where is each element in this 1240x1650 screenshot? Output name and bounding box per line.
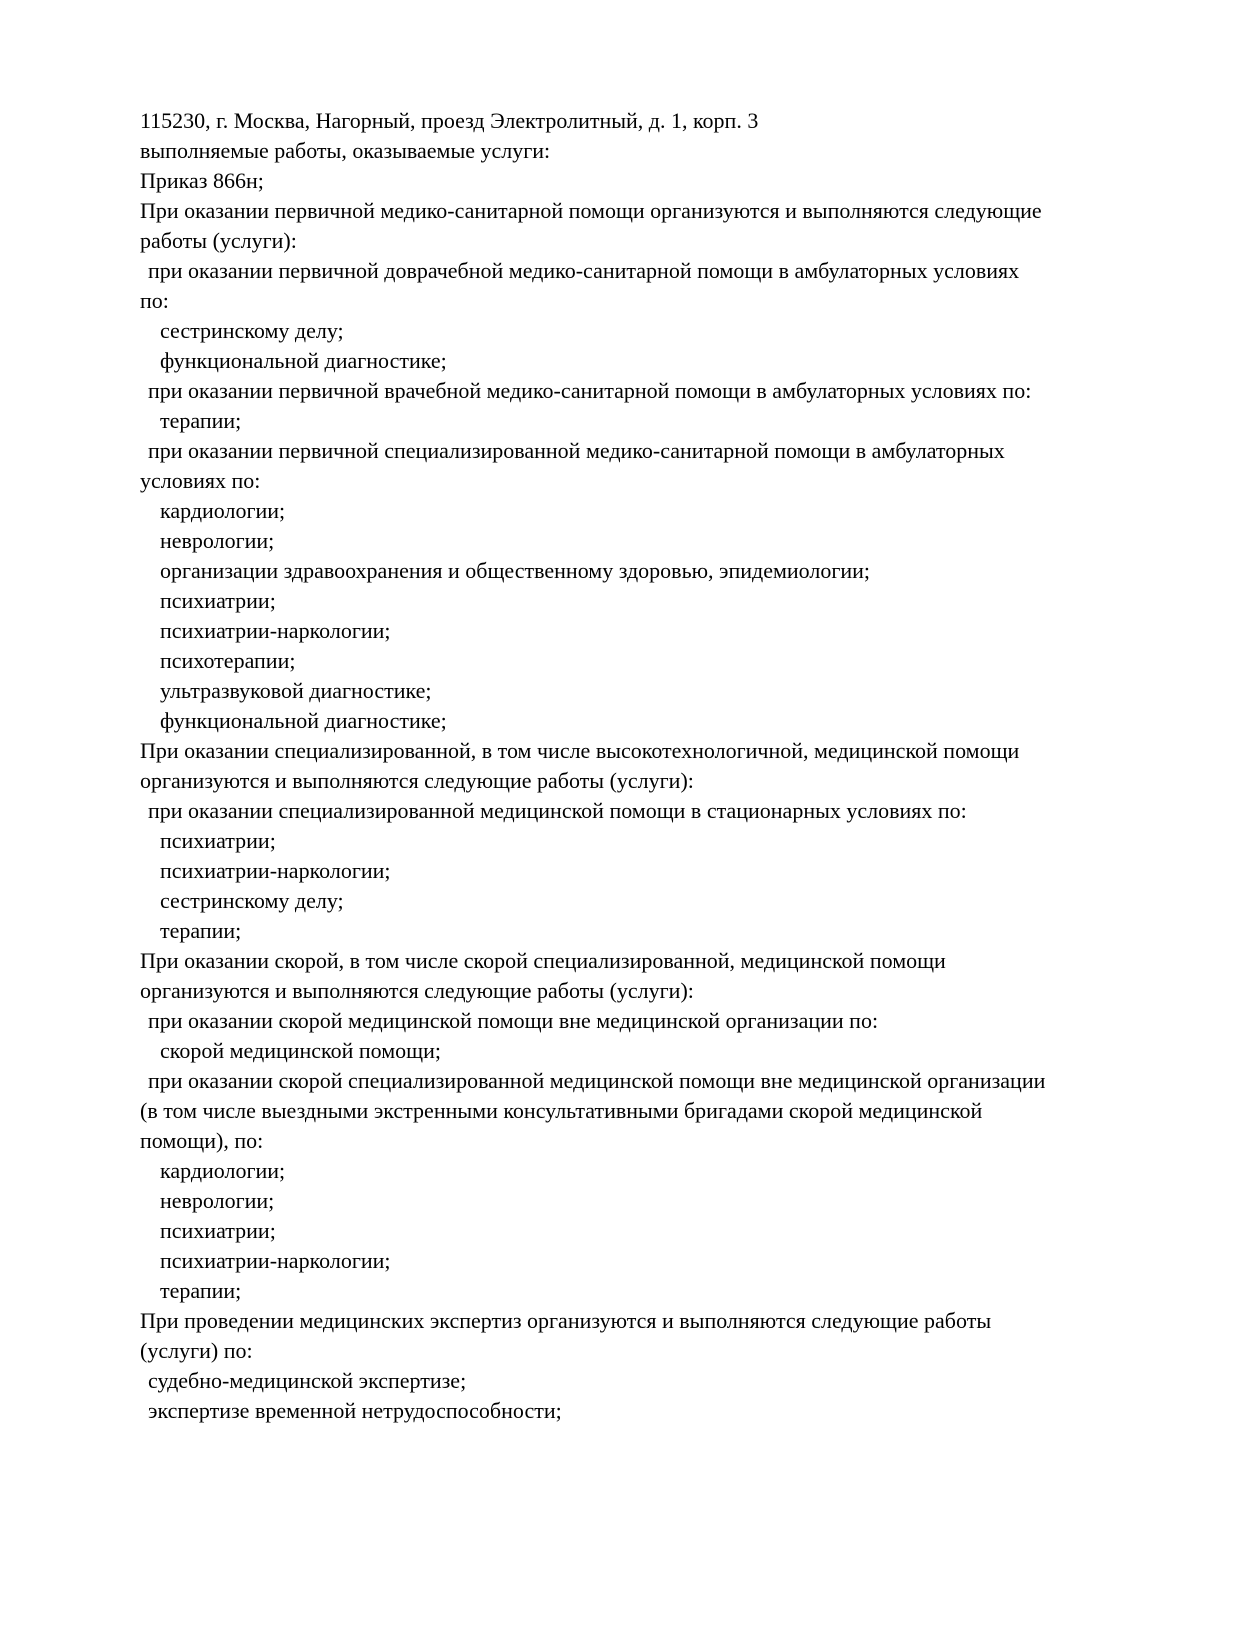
document-text-line: терапии; xyxy=(160,1278,242,1303)
document-text-line: по: xyxy=(140,288,169,313)
document-text-line: кардиологии; xyxy=(160,1158,286,1183)
document-text-line: работы (услуги): xyxy=(140,228,297,253)
document-text-line: кардиологии; xyxy=(160,498,286,523)
document-text-line: неврологии; xyxy=(160,528,275,553)
document-text-line: сестринскому делу; xyxy=(160,318,344,343)
document-text-line: психиатрии; xyxy=(160,828,276,853)
document-text-line: При оказании скорой, в том числе скорой специализированной, медицинской помощи xyxy=(140,948,946,973)
document-text-line: психотерапии; xyxy=(160,648,296,673)
document-text-line: психиатрии; xyxy=(160,1218,276,1243)
document-text-line: при оказании первичной врачебной медико-санитарной помощи в амбулаторных условиях по: xyxy=(148,378,1032,403)
document-text-line: терапии; xyxy=(160,918,242,943)
document-text-line: при оказании специализированной медицинской помощи в стационарных условиях по: xyxy=(148,798,967,823)
document-text-line: при оказании первичной специализированной медико-санитарной помощи в амбулаторных xyxy=(148,438,1005,463)
document-text-line: (услуги) по: xyxy=(140,1338,253,1363)
document-text-line: психиатрии-наркологии; xyxy=(160,1248,391,1273)
document-text-line: организации здравоохранения и общественному здоровью, эпидемиологии; xyxy=(160,558,871,583)
document-text-line: психиатрии-наркологии; xyxy=(160,618,391,643)
document-text-line: При оказании специализированной, в том числе высокотехнологичной, медицинской помощи xyxy=(140,738,1020,763)
document-text-line: при оказании первичной доврачебной медико-санитарной помощи в амбулаторных условиях xyxy=(148,258,1020,283)
document-text-line: психиатрии; xyxy=(160,588,276,613)
document-text-line: условиях по: xyxy=(140,468,261,493)
document-text-line: ультразвуковой диагностике; xyxy=(160,678,432,703)
document-text-line: при оказании скорой специализированной медицинской помощи вне медицинской организации xyxy=(148,1068,1046,1093)
license-services-text-block xyxy=(140,106,1150,1426)
document-text-line: помощи), по: xyxy=(140,1128,264,1153)
document-text-line: экспертизе временной нетрудоспособности; xyxy=(148,1398,562,1423)
document-text-line: функциональной диагностике; xyxy=(160,348,447,373)
document-text-line: функциональной диагностике; xyxy=(160,708,447,733)
document-text-line: При оказании первичной медико-санитарной помощи организуются и выполняются следующие xyxy=(140,198,1042,223)
document-text-line: организуются и выполняются следующие работы (услуги): xyxy=(140,768,694,793)
document-text-line: (в том числе выездными экстренными консультативными бригадами скорой медицинской xyxy=(140,1098,983,1123)
document-text-line: выполняемые работы, оказываемые услуги: xyxy=(140,138,551,163)
document-text-line: судебно-медицинской экспертизе; xyxy=(148,1368,467,1393)
document-text-line: терапии; xyxy=(160,408,242,433)
document-text-line: 115230, г. Москва, Нагорный, проезд Электролитный, д. 1, корп. 3 xyxy=(140,108,759,133)
document-text-line: сестринскому делу; xyxy=(160,888,344,913)
document-text-line: при оказании скорой медицинской помощи вне медицинской организации по: xyxy=(148,1008,879,1033)
document-text-line: неврологии; xyxy=(160,1188,275,1213)
document-text-line: Приказ 866н; xyxy=(140,168,264,193)
document-text-line: скорой медицинской помощи; xyxy=(160,1038,442,1063)
document-text-line: психиатрии-наркологии; xyxy=(160,858,391,883)
document-text-line: организуются и выполняются следующие работы (услуги): xyxy=(140,978,694,1003)
document-text-line: При проведении медицинских экспертиз организуются и выполняются следующие работы xyxy=(140,1308,992,1333)
